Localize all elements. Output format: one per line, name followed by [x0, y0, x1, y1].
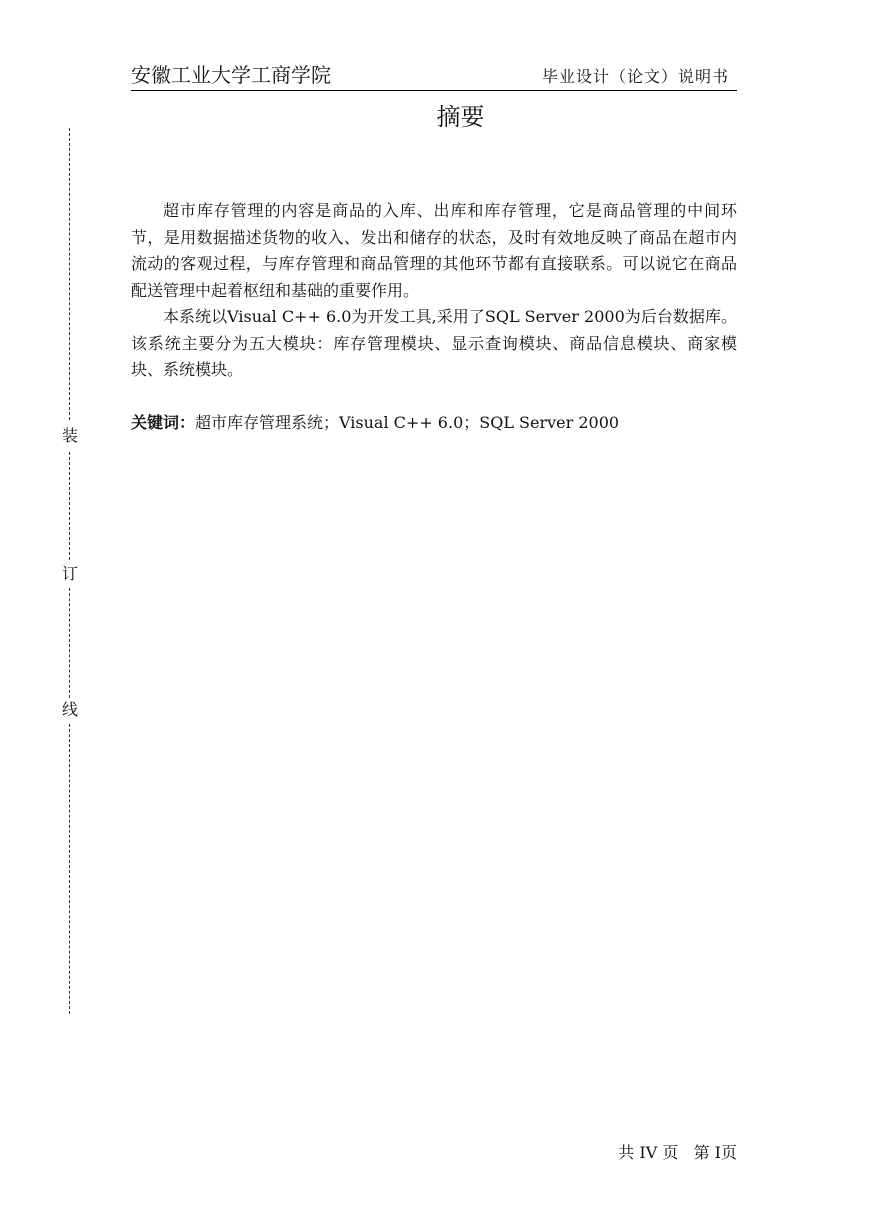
- abstract-paragraph-1: 超市库存管理的内容是商品的入库、出库和库存管理，它是商品管理的中间环节，是用数据描述货物的收入、发出和储存的状态，及时有效地反映了商品在超市内流动的客观过程，与库存管理和商品管理的其他环节都有直接联系。可以说它在商品配送管理中起着枢纽和基础的重要作用。: [131, 201, 737, 300]
- abstract-paragraph-2: 本系统以Visual C++ 6.0为开发工具,采用了SQL Server 2000为后台数据库。该系统主要分为五大模块：库存管理模块、显示查询模块、商品信息模块、商家模块、系统模块。: [131, 307, 737, 379]
- binding-char-xian: 线: [61, 700, 78, 719]
- keywords-label: 关键词：: [131, 413, 196, 432]
- binding-line: [58, 128, 82, 1014]
- page-title: 摘要: [436, 103, 485, 131]
- document-type: 毕业设计（论文）说明书: [541, 67, 729, 86]
- keywords-line: [131, 411, 737, 435]
- binding-dash-4: [69, 724, 70, 1014]
- page-header: [131, 62, 737, 91]
- keywords-value: 超市库存管理系统；Visual C++ 6.0；SQL Server 2000: [195, 413, 620, 432]
- binding-dash-1: [69, 128, 70, 420]
- institution-name: 安徽工业大学工商学院: [131, 63, 331, 87]
- binding-dash-2: [69, 452, 70, 560]
- binding-char-zhuang: 装: [61, 426, 78, 445]
- abstract-body: [131, 198, 737, 384]
- binding-dash-3: [69, 588, 70, 698]
- binding-char-ding: 订: [61, 564, 78, 583]
- page-number: 共 IV 页 第 I页: [618, 1143, 737, 1162]
